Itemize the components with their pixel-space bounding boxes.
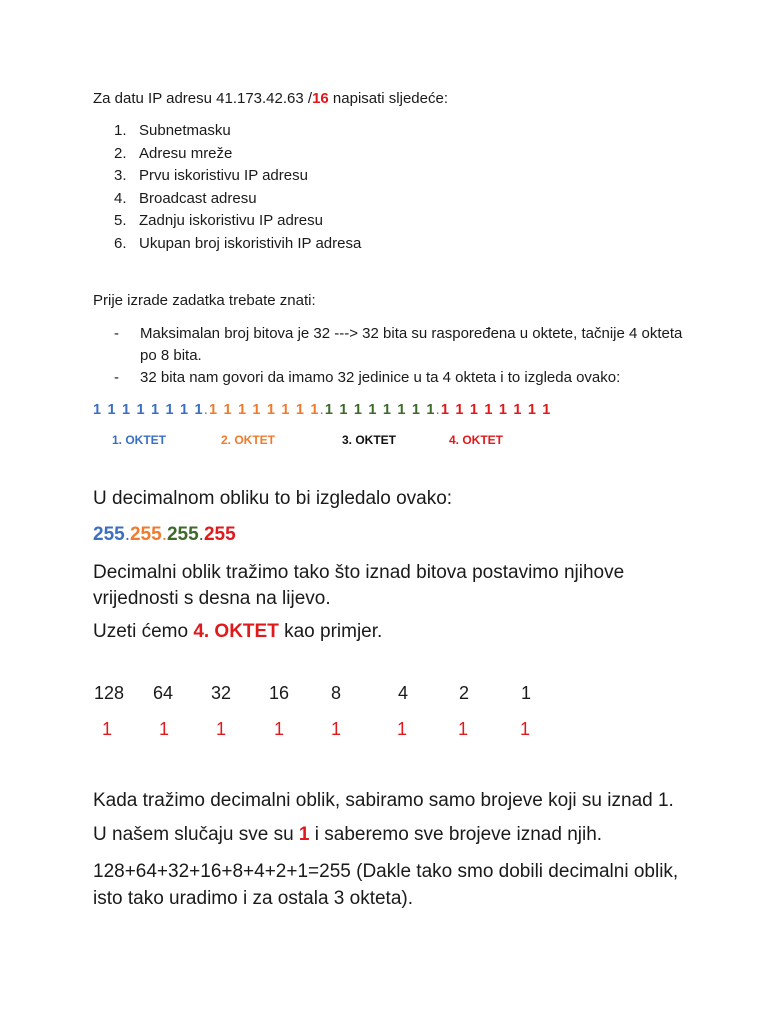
octet-3-bits: 1 1 1 1 1 1 1 1 — [324, 402, 436, 418]
case-prefix: U našem slučaju sve su — [93, 824, 299, 845]
bit-value: 1 — [519, 719, 531, 739]
octet-separator: . — [435, 402, 441, 418]
list-item — [114, 188, 361, 211]
decimal-heading: U decimalnom obliku to bi izgledalo ovako: — [93, 488, 453, 509]
dash-bullet: - — [114, 325, 119, 342]
octet-separator: . — [319, 402, 325, 418]
list-number: 5. — [114, 212, 127, 230]
octet-4-bits: 1 1 1 1 1 1 1 1 — [440, 402, 552, 418]
bit-weight: 8 — [330, 683, 342, 703]
intro-suffix: napisati sljedeće: — [328, 90, 448, 107]
list-number: 4. — [114, 189, 127, 207]
bit-value: 1 — [330, 719, 342, 739]
list-number: 6. — [114, 234, 127, 252]
list-number: 3. — [114, 167, 127, 185]
bit-weight: 4 — [397, 683, 409, 703]
mask-value: 16 — [312, 90, 329, 107]
case-suffix: i saberemo sve brojeve iznad njih. — [309, 824, 603, 845]
list-item-label: Prvu iskoristivu IP adresu — [139, 167, 308, 185]
bit-weight: 32 — [210, 683, 232, 703]
octet-3-label: 3. OKTET — [342, 433, 397, 447]
list-item — [114, 233, 361, 256]
list-item — [114, 120, 361, 143]
result-paragraph: 128+64+32+16+8+4+2+1=255 (Dakle tako smo dobili decimalni oblik, isto tako uradimo i za ostala 3 okteta). — [93, 861, 679, 909]
octet-separator: . — [203, 402, 209, 418]
octet-1-label: 1. OKTET — [112, 433, 167, 447]
list-item-label: Ukupan broj iskoristivih IP adresa — [139, 234, 362, 252]
example-suffix: kao primjer. — [278, 621, 383, 642]
decimal-separator: . — [198, 524, 204, 545]
prereq-list — [114, 323, 700, 389]
bit-value: 1 — [396, 719, 408, 739]
list-item-text: Maksimalan broj bitova je 32 ---> 32 bita su raspoređena u oktete, tačnije 4 okteta po 8 bita. — [140, 325, 683, 364]
decimal-separator: . — [124, 524, 130, 545]
bit-weight: 1 — [520, 683, 532, 703]
bit-weight: 16 — [268, 683, 290, 703]
binary-octets — [93, 402, 552, 418]
bit-weight: 2 — [458, 683, 470, 703]
case-highlight: 1 — [298, 824, 310, 845]
bit-value: 1 — [158, 719, 170, 739]
prereq-heading: Prije izrade zadatka trebate znati: — [93, 292, 316, 309]
case-line — [93, 824, 602, 846]
decimal-octet-2: 255 — [129, 524, 162, 545]
list-item-text: 32 bita nam govori da imamo 32 jedinice u ta 4 okteta i to izgleda ovako: — [140, 369, 621, 386]
bit-value: 1 — [101, 719, 113, 739]
decimal-octet-1: 255 — [93, 524, 125, 545]
bit-weights-row — [0, 683, 768, 707]
decimal-ip — [93, 524, 236, 546]
bit-values-row — [0, 719, 768, 743]
list-item — [114, 367, 700, 389]
example-highlight: 4. OKTET — [193, 621, 279, 642]
example-prefix: Uzeti ćemo — [93, 621, 194, 642]
list-number: 2. — [114, 144, 127, 162]
list-item-label: Broadcast adresu — [139, 189, 257, 207]
explanation-paragraph: Decimalni oblik tražimo tako što iznad bitova postavimo njihove vrijednosti s desna na lijevo. — [93, 562, 625, 609]
dash-bullet: - — [114, 369, 119, 386]
decimal-octet-3: 255 — [166, 524, 199, 545]
decimal-separator: . — [161, 524, 167, 545]
list-item-label: Subnetmasku — [139, 122, 231, 139]
bit-weight: 64 — [152, 683, 174, 703]
list-item — [114, 143, 361, 166]
bit-value: 1 — [215, 719, 227, 739]
list-item-label: Zadnju iskoristivu IP adresu — [139, 212, 323, 230]
list-item — [114, 323, 700, 367]
octet-2-bits: 1 1 1 1 1 1 1 1 — [208, 402, 320, 418]
intro-line — [93, 90, 448, 107]
bit-value: 1 — [273, 719, 285, 739]
bit-value: 1 — [457, 719, 469, 739]
task-list — [114, 120, 361, 256]
octet-2-label: 2. OKTET — [221, 433, 276, 447]
list-item — [114, 165, 361, 188]
list-item — [114, 210, 361, 233]
decimal-octet-4: 255 — [203, 524, 236, 545]
example-line — [93, 621, 382, 643]
bit-weight: 128 — [93, 683, 125, 703]
sum-intro: Kada tražimo decimalni oblik, sabiramo samo brojeve koji su iznad 1. — [93, 790, 674, 811]
intro-prefix: Za datu IP adresu 41.173.42.63 / — [93, 90, 313, 107]
list-item-label: Adresu mreže — [139, 144, 233, 162]
list-number: 1. — [114, 122, 127, 139]
octet-4-label: 4. OKTET — [449, 433, 504, 447]
octet-1-bits: 1 1 1 1 1 1 1 1 — [93, 402, 204, 418]
